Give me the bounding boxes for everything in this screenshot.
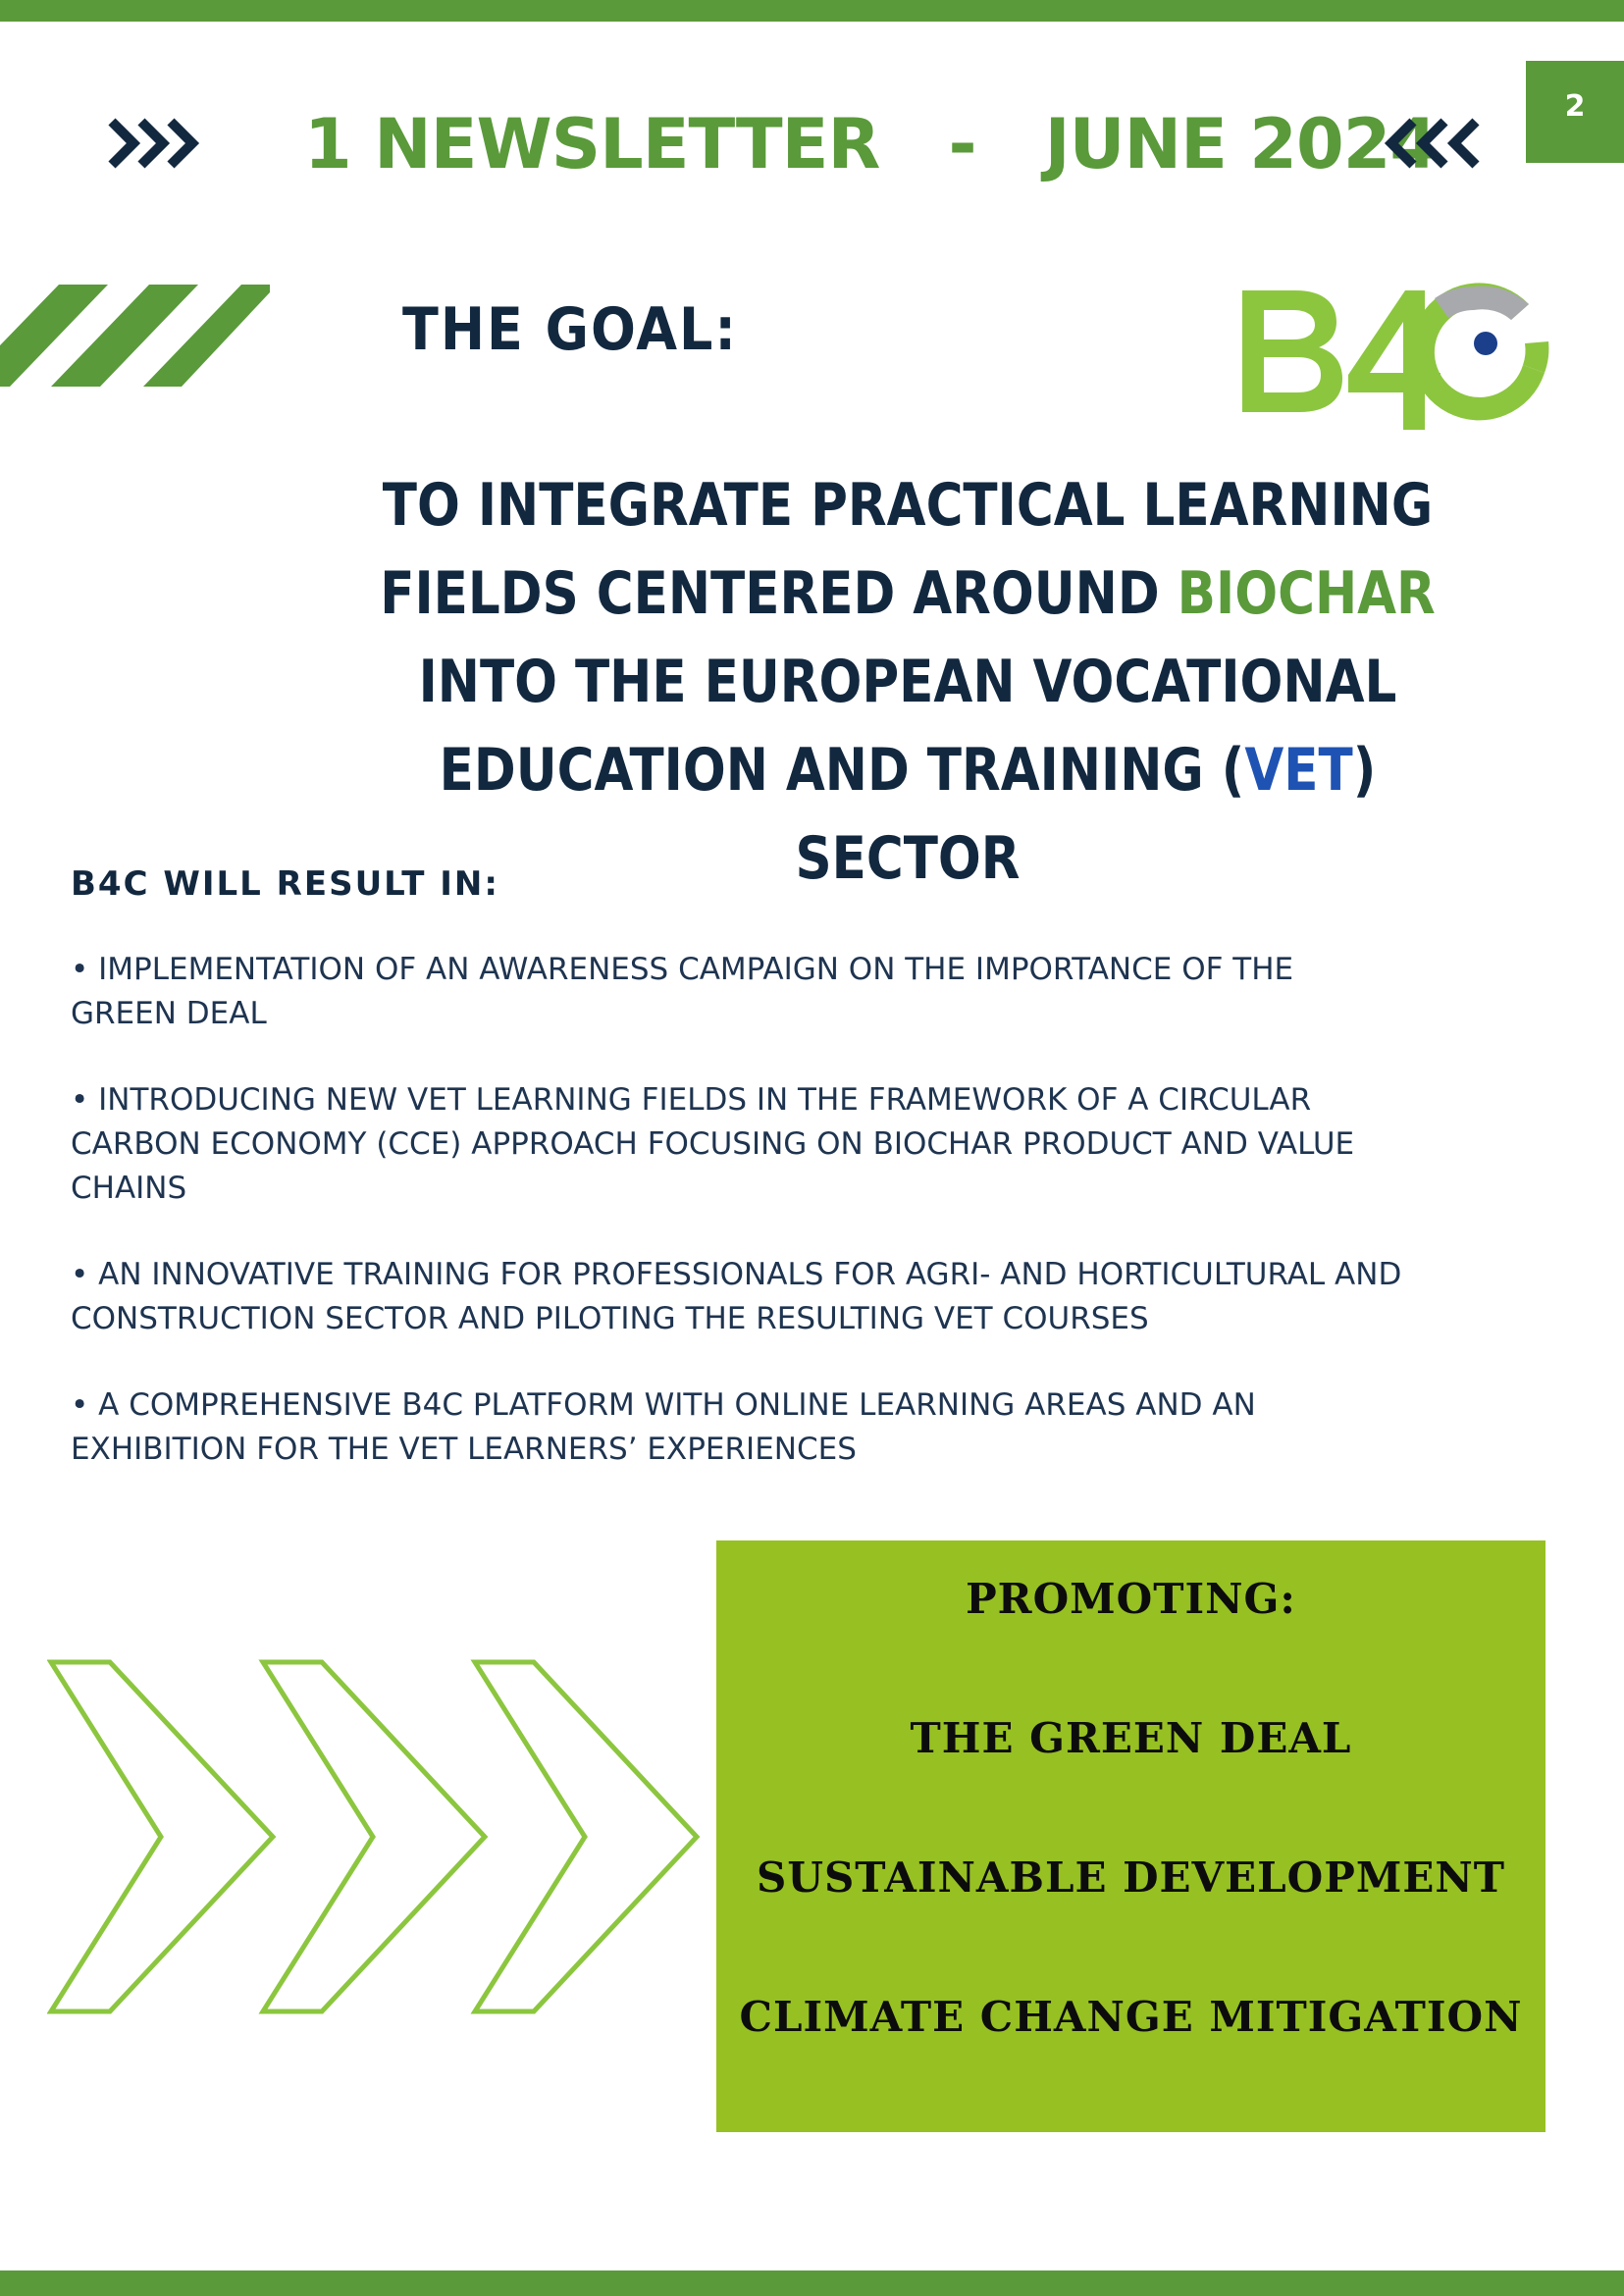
bottom-accent-bar [0,2270,1624,2296]
goal-text-part3: ) SECTOR [795,736,1377,893]
goal-statement [372,461,1443,903]
diagonal-stripes-decoration [0,285,270,387]
promoting-item: CLIMATE CHANGE MITIGATION [739,1993,1523,2041]
list-item: • A COMPREHENSIVE B4C PLATFORM WITH ONLINE LEARNING AREAS AND AN EXHIBITION FOR THE VET LEARNERS’ EXPERIENCES [71,1387,1256,1467]
promoting-heading: PROMOTING: [966,1575,1296,1623]
chevron-arrows-decoration [47,1658,705,2021]
promoting-item: THE GREEN DEAL [910,1714,1352,1762]
page-number-badge [1526,61,1624,163]
top-accent-bar [0,0,1624,22]
promoting-item: SUSTAINABLE DEVELOPMENT [756,1853,1505,1902]
newsletter-title: 1 NEWSLETTER - JUNE 2024 [304,104,1438,184]
results-list [71,948,1405,1514]
list-item: • AN INNOVATIVE TRAINING FOR PROFESSIONALS FOR AGRI- AND HORTICULTURAL AND CONSTRUCTION SECTOR AND PILOTING THE RESULTING VET COURSES [71,1257,1402,1336]
logo-text: B4C [1238,283,1240,284]
goal-text-part2: INTO THE EUROPEAN VOCATIONAL EDUCATION AND TRAINING ( [418,648,1397,805]
goal-text-part1: TO INTEGRATE PRACTICAL LEARNING FIELDS CENTERED AROUND [380,471,1434,628]
b4c-logo [1238,283,1552,430]
triple-chevron-right-icon [108,116,202,171]
vet-highlight: VET [1244,736,1353,805]
list-item: • INTRODUCING NEW VET LEARNING FIELDS IN THE FRAMEWORK OF A CIRCULAR CARBON ECONOMY (CCE) APPROACH FOCUSING ON BIOCHAR PRODUCT AND VALUE CHAINS [71,1082,1355,1206]
page-number: 2 [1564,89,1586,124]
goal-label: THE GOAL: [402,295,738,364]
promoting-box [716,1540,1545,2132]
triple-chevron-left-icon [1384,116,1492,171]
list-item: • IMPLEMENTATION OF AN AWARENESS CAMPAIGN ON THE IMPORTANCE OF THE GREEN DEAL [71,952,1294,1031]
results-heading: B4C WILL RESULT IN: [71,864,499,904]
biochar-highlight: BIOCHAR [1177,559,1436,628]
